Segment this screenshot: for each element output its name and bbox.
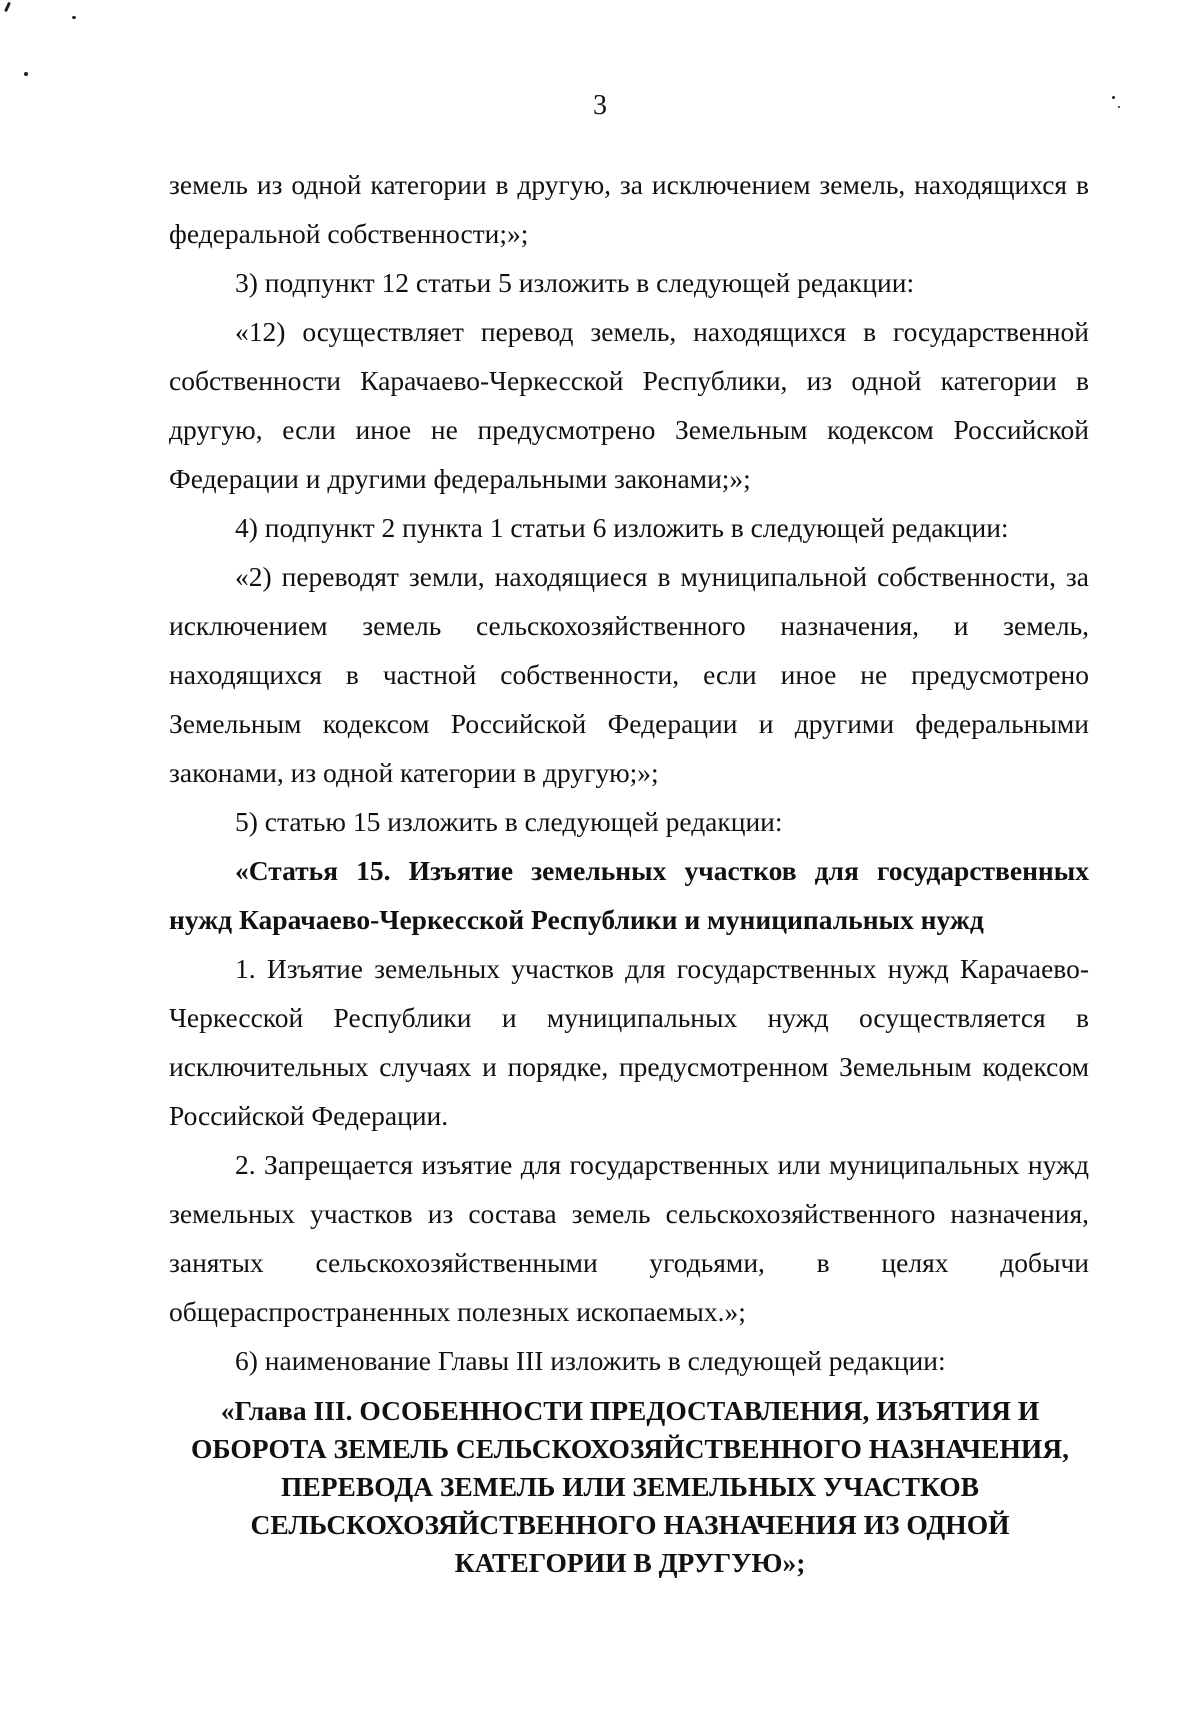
chapter-heading-line: КАТЕГОРИИ В ДРУГУЮ»;	[454, 1547, 806, 1578]
scan-speck	[24, 72, 28, 76]
chapter-heading-line: ПЕРЕВОДА ЗЕМЕЛЬ ИЛИ ЗЕМЕЛЬНЫХ УЧАСТКОВ	[280, 1471, 979, 1502]
paragraph-quote-12: «12) осуществляет перевод земель, находящихся в государственной собственности Карачаево-Черкесской Республики, из одной категории в другую, если иное не предусмотрено Земельным кодексом Российской Федерации и другими федеральными законами;»;	[169, 316, 1089, 494]
paragraph-item-5: 5) статью 15 изложить в следующей редакции:	[235, 806, 783, 837]
article-15-clause-1: 1. Изъятие земельных участков для государственных нужд Карачаево-Черкесской Республики и муниципальных нужд осуществляется в исключительных случаях и порядке, предусмотренном Земельным кодексом Российской Федерации.	[169, 953, 1089, 1131]
chapter-heading-line: ОБОРОТА ЗЕМЕЛЬ СЕЛЬСКОХОЗЯЙСТВЕННОГО НАЗНАЧЕНИЯ,	[191, 1433, 1069, 1464]
paragraph-item-6: 6) наименование Главы III изложить в следующей редакции:	[235, 1345, 946, 1376]
page-number: 3	[593, 90, 607, 121]
paragraph-quote-2: «2) переводят земли, находящиеся в муниципальной собственности, за исключением земель сельскохозяйственного назначения, и земель, находящихся в частной собственности, если иное не предусмотрено Земельным кодексом Российской Федерации и другими федеральными законами, из одной категории в другую;»;	[169, 561, 1089, 788]
scan-speck	[72, 16, 76, 19]
paragraph-item-3: 3) подпункт 12 статьи 5 изложить в следующей редакции:	[235, 267, 915, 298]
scan-mark	[4, 2, 11, 12]
document-body	[169, 160, 1089, 1385]
chapter-heading-line: СЕЛЬСКОХОЗЯЙСТВЕННОГО НАЗНАЧЕНИЯ ИЗ ОДНОЙ	[250, 1509, 1010, 1540]
paragraph-item-4: 4) подпункт 2 пункта 1 статьи 6 изложить в следующей редакции:	[235, 512, 1009, 543]
paragraph-continuation: земель из одной категории в другую, за исключением земель, находящихся в федеральной собственности;»;	[169, 169, 1089, 249]
article-15-heading: «Статья 15. Изъятие земельных участков для государственных нужд Карачаево-Черкесской Республики и муниципальных нужд	[169, 855, 1089, 935]
article-15-clause-2: 2. Запрещается изъятие для государственных или муниципальных нужд земельных участков из состава земель сельскохозяйственного назначения, занятых сельскохозяйственными угодьями, в целях добычи общераспространенных полезных ископаемых.»;	[169, 1149, 1089, 1327]
chapter-heading-line: «Глава III. ОСОБЕННОСТИ ПРЕДОСТАВЛЕНИЯ, ИЗЪЯТИЯ И	[220, 1395, 1040, 1426]
chapter-heading	[150, 1392, 1110, 1582]
